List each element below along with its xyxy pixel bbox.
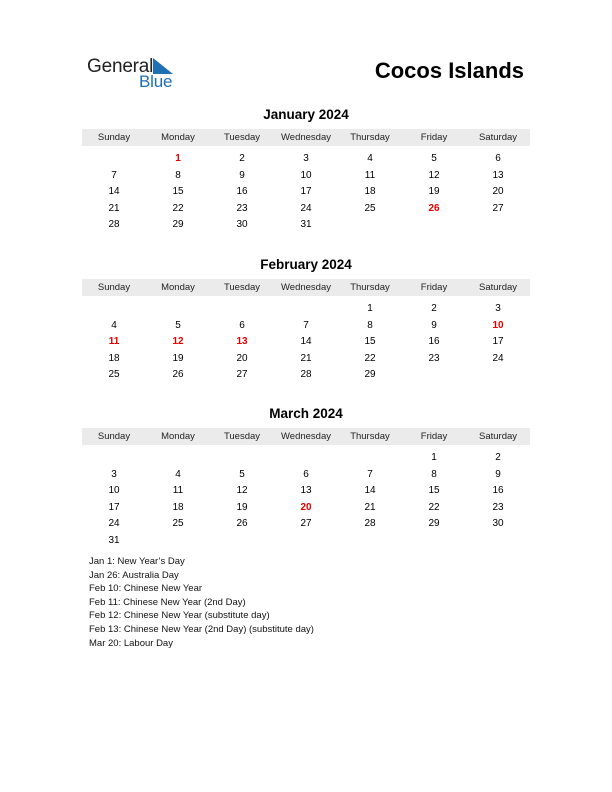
day-cell: 13 (300, 485, 312, 497)
day-cell: 17 (300, 186, 312, 198)
country-title: Cocos Islands (374, 58, 524, 83)
holiday-day-cell: 11 (108, 336, 120, 348)
day-cell: 17 (108, 501, 120, 513)
day-cell: 27 (300, 518, 312, 530)
day-cell: 6 (303, 468, 309, 480)
holiday-item: Feb 11: Chinese New Year (2nd Day) (89, 596, 246, 608)
day-cell: 15 (428, 485, 440, 497)
month-january (82, 106, 530, 234)
weekday-header (82, 129, 530, 146)
empty-day-cell (274, 301, 338, 318)
day-cell: 9 (431, 319, 437, 331)
day-cell: 5 (431, 153, 437, 164)
holiday-item: Feb 12: Chinese New Year (substitute day) (89, 610, 270, 622)
day-cell: 30 (492, 518, 504, 530)
empty-day-cell (146, 301, 210, 318)
holiday-item: Feb 10: Chinese New Year (89, 583, 203, 595)
day-cell: 14 (300, 336, 312, 348)
logo-blue-text: Blue (139, 72, 173, 91)
holiday-day-cell: 1 (175, 153, 181, 164)
day-grid (82, 450, 530, 550)
holiday-day-cell: 13 (236, 336, 248, 348)
weekday-label: Tuesday (223, 282, 261, 293)
day-cell: 8 (175, 169, 181, 181)
empty-day-cell (274, 450, 338, 467)
day-cell: 2 (239, 153, 245, 164)
day-cell: 23 (492, 501, 504, 513)
weekday-label: Saturday (478, 132, 518, 143)
day-cell: 7 (367, 468, 373, 480)
weekday-label: Sunday (97, 132, 131, 143)
day-cell: 21 (300, 352, 312, 364)
day-cell: 22 (364, 352, 376, 364)
empty-day-cell (82, 151, 146, 168)
day-cell: 4 (111, 319, 117, 331)
day-cell: 28 (108, 219, 120, 231)
day-cell: 14 (364, 485, 376, 497)
day-cell: 16 (236, 186, 248, 198)
day-cell: 25 (172, 518, 184, 530)
weekday-label: Monday (161, 431, 195, 442)
day-cell: 16 (492, 485, 504, 497)
day-cell: 28 (300, 369, 312, 381)
day-cell: 18 (108, 352, 120, 364)
day-cell: 20 (492, 186, 504, 198)
empty-day-cell (338, 450, 402, 467)
day-cell: 3 (495, 303, 501, 314)
day-cell: 25 (108, 369, 120, 381)
weekday-header (82, 428, 530, 445)
month-title: March 2024 (269, 406, 343, 421)
weekday-label: Monday (161, 282, 195, 293)
month-title: February 2024 (260, 257, 352, 272)
day-cell: 17 (492, 336, 504, 348)
day-cell: 13 (492, 169, 504, 181)
day-cell: 19 (172, 352, 184, 364)
day-cell: 19 (236, 501, 248, 513)
weekday-label: Wednesday (281, 431, 331, 442)
holiday-day-cell: 10 (492, 319, 504, 331)
day-cell: 31 (108, 534, 120, 546)
day-cell: 3 (303, 153, 309, 164)
day-cell: 18 (364, 186, 376, 198)
month-february (82, 256, 530, 384)
day-cell: 21 (108, 202, 120, 214)
day-cell: 25 (364, 202, 376, 214)
holiday-item: Jan 1: New Year’s Day (89, 556, 185, 567)
day-cell: 15 (172, 186, 184, 198)
weekday-label: Wednesday (281, 282, 331, 293)
weekday-label: Friday (420, 282, 448, 293)
month-march (82, 405, 530, 550)
day-cell: 10 (300, 169, 312, 181)
day-cell: 3 (111, 468, 117, 480)
logo-general-text: General (87, 56, 154, 77)
day-cell: 5 (239, 468, 245, 480)
holiday-item: Mar 20: Labour Day (89, 637, 173, 649)
empty-day-cell (82, 301, 146, 318)
day-cell: 26 (236, 518, 248, 530)
day-cell: 28 (364, 518, 376, 530)
day-cell: 8 (431, 468, 437, 480)
day-cell: 2 (495, 452, 501, 463)
day-cell: 16 (428, 336, 440, 348)
weekday-header (82, 279, 530, 296)
holiday-item: Feb 13: Chinese New Year (2nd Day) (substitute day) (89, 623, 314, 635)
holiday-day-cell: 12 (172, 336, 184, 348)
day-cell: 23 (428, 352, 440, 364)
holiday-day-cell: 26 (428, 202, 440, 214)
weekday-label: Friday (420, 132, 448, 143)
day-cell: 29 (428, 518, 440, 530)
day-cell: 24 (108, 518, 120, 530)
empty-day-cell (210, 301, 274, 318)
day-cell: 5 (175, 319, 181, 331)
day-cell: 9 (239, 169, 245, 181)
day-cell: 2 (431, 303, 437, 314)
weekday-label: Friday (420, 431, 448, 442)
day-cell: 7 (303, 319, 309, 331)
weekday-label: Thursday (350, 282, 390, 293)
holiday-day-cell: 20 (300, 501, 312, 513)
holiday-item: Jan 26: Australia Day (89, 569, 179, 581)
day-grid (82, 151, 530, 234)
day-cell: 26 (172, 369, 184, 381)
day-cell: 8 (367, 319, 373, 331)
day-cell: 22 (428, 501, 440, 513)
day-cell: 29 (172, 219, 184, 231)
weekday-label: Wednesday (281, 132, 331, 143)
day-cell: 4 (367, 153, 373, 164)
day-cell: 31 (300, 219, 312, 231)
weekday-label: Saturday (478, 282, 518, 293)
day-cell: 10 (108, 485, 120, 497)
day-cell: 29 (364, 369, 376, 381)
weekday-label: Thursday (350, 431, 390, 442)
day-cell: 1 (367, 303, 373, 314)
day-cell: 14 (108, 186, 120, 198)
day-cell: 27 (236, 369, 248, 381)
day-cell: 27 (492, 202, 504, 214)
weekday-label: Thursday (350, 132, 390, 143)
day-cell: 30 (236, 219, 248, 231)
day-cell: 11 (364, 169, 376, 181)
day-cell: 12 (236, 485, 248, 497)
generalblue-logo (87, 56, 187, 92)
empty-day-cell (82, 450, 146, 467)
day-cell: 20 (236, 352, 248, 364)
day-cell: 18 (172, 501, 184, 513)
day-cell: 1 (431, 452, 437, 463)
day-cell: 11 (172, 485, 184, 497)
weekday-label: Tuesday (223, 132, 261, 143)
weekday-label: Saturday (478, 431, 518, 442)
day-cell: 21 (364, 501, 376, 513)
day-cell: 9 (495, 468, 501, 480)
day-grid (82, 301, 530, 384)
day-cell: 7 (111, 169, 117, 181)
day-cell: 24 (300, 202, 312, 214)
day-cell: 6 (239, 319, 245, 331)
day-cell: 6 (495, 153, 501, 164)
day-cell: 22 (172, 202, 184, 214)
weekday-label: Sunday (97, 431, 131, 442)
holiday-list (89, 555, 314, 650)
weekday-label: Monday (161, 132, 195, 143)
day-cell: 19 (428, 186, 440, 198)
weekday-label: Sunday (97, 282, 131, 293)
day-cell: 4 (175, 468, 181, 480)
day-cell: 24 (492, 352, 504, 364)
day-cell: 12 (428, 169, 440, 181)
day-cell: 23 (236, 202, 248, 214)
day-cell: 15 (364, 336, 376, 348)
empty-day-cell (210, 450, 274, 467)
month-title: January 2024 (263, 107, 349, 122)
weekday-label: Tuesday (223, 431, 261, 442)
empty-day-cell (146, 450, 210, 467)
